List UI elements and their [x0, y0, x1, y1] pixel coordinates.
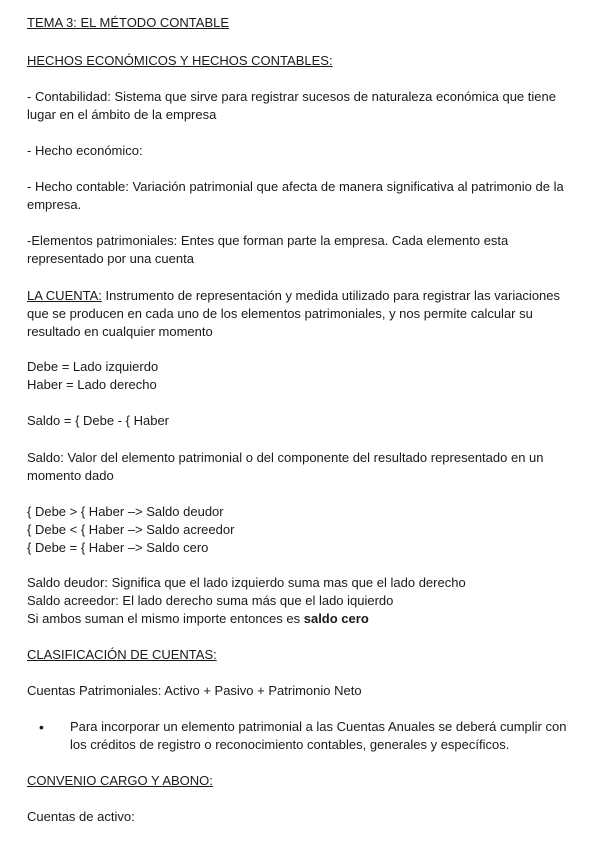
- text-hecho-contable: Variación patrimonial que afecta de manera significativa al patrimonio de la empresa.: [27, 179, 564, 212]
- comparison-line: [27, 539, 579, 557]
- bullet-text: Para incorporar un elemento patrimonial a las Cuentas Anuales se deberá cumplir con los créditos de registro o reconocimiento contables, generales y específicos.: [70, 719, 567, 752]
- text-saldo-cero: Si ambos suman el mismo importe entonces es: [27, 611, 304, 626]
- term-cuentas-patrimoniales: Cuentas Patrimoniales:: [27, 683, 162, 698]
- haber-value: Lado derecho: [77, 377, 157, 392]
- text-la-cuenta: Instrumento de representación y medida utilizado para registrar las variaciones que se producen en cada uno de los elementos patrimoniales, y nos permite calcular su resultado en cualquier momento: [27, 288, 561, 339]
- definition-la-cuenta: [27, 287, 579, 341]
- comparison-expr: { Debe = { Haber –>: [27, 540, 147, 555]
- comparison-expr: { Debe < { Haber –>: [27, 522, 147, 537]
- document-title: TEMA 3: EL MÉTODO CONTABLE: [27, 15, 230, 30]
- term-hecho-contable: - Hecho contable:: [27, 179, 129, 194]
- section-heading-convenio: CONVENIO CARGO Y ABONO:: [27, 773, 213, 788]
- comparison-line: [27, 503, 579, 521]
- term-la-cuenta: LA CUENTA:: [27, 288, 102, 303]
- term-elementos: -Elementos patrimoniales:: [27, 233, 178, 248]
- definition-saldo-acreedor: [27, 592, 579, 610]
- text-saldo-deudor: Significa que el lado izquierdo suma mas que el lado derecho: [107, 575, 466, 590]
- term-hecho-economico: - Hecho económico:: [27, 143, 143, 158]
- section-heading-hechos: HECHOS ECONÓMICOS Y HECHOS CONTABLES:: [27, 53, 333, 68]
- comparison-line: [27, 521, 579, 539]
- comparison-result: Saldo cero: [146, 540, 209, 555]
- cuentas-activo-label: Cuentas de activo:: [27, 809, 135, 824]
- text-saldo: Valor del elemento patrimonial o del componente del resultado representado en un momento dado: [27, 450, 544, 483]
- definition-hecho-economico: [27, 142, 579, 160]
- definition-hecho-contable: [27, 178, 579, 214]
- definition-contabilidad: [27, 88, 579, 124]
- haber-line: [27, 376, 579, 394]
- term-saldo: Saldo:: [27, 450, 64, 465]
- term-saldo-acreedor: Saldo acreedor:: [27, 593, 119, 608]
- saldo-formula: Saldo = { Debe - { Haber: [27, 413, 170, 428]
- definition-saldo-deudor: [27, 574, 579, 592]
- comparison-result: Saldo acreedor: [146, 522, 235, 537]
- term-saldo-deudor: Saldo deudor:: [27, 575, 108, 590]
- haber-label: Haber =: [27, 377, 78, 392]
- comparison-result: Saldo deudor: [146, 504, 224, 519]
- section-heading-clasificacion: CLASIFICACIÓN DE CUENTAS:: [27, 647, 217, 662]
- debe-label: Debe =: [27, 359, 73, 374]
- text-contabilidad: Sistema que sirve para registrar sucesos de naturaleza económica que tiene lugar en el ámbito de la empresa: [27, 89, 556, 122]
- term-saldo-cero: saldo cero: [303, 611, 369, 626]
- definition-saldo-cero: [27, 610, 579, 628]
- text-elementos: Entes que forman parte la empresa. Cada elemento esta representado por una cuenta: [27, 233, 509, 266]
- cuentas-patrimoniales: [27, 682, 579, 700]
- text-cuentas-patrimoniales: Activo + Pasivo + Patrimonio Neto: [161, 683, 362, 698]
- term-contabilidad: - Contabilidad:: [27, 89, 111, 104]
- bullet-icon: •: [39, 719, 44, 735]
- debe-line: [27, 358, 579, 376]
- definition-saldo: [27, 449, 579, 485]
- comparison-expr: { Debe > { Haber –>: [27, 504, 147, 519]
- text-saldo-acreedor: El lado derecho suma más que el lado iquierdo: [118, 593, 394, 608]
- debe-value: Lado izquierdo: [72, 359, 159, 374]
- definition-elementos: [27, 232, 579, 268]
